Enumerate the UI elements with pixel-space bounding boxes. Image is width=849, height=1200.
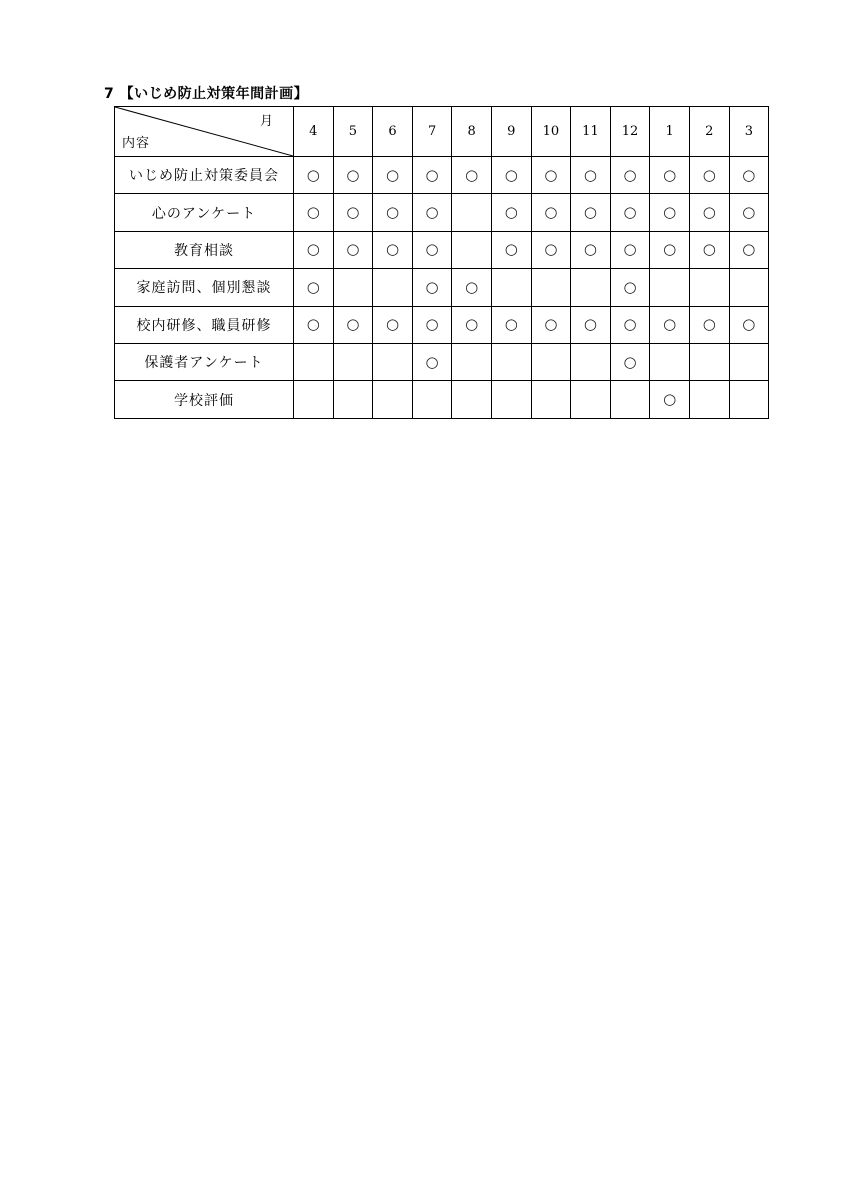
mark-cell: ○ xyxy=(491,231,531,268)
mark-cell xyxy=(452,231,492,268)
mark-cell: ○ xyxy=(531,231,571,268)
mark-cell: ○ xyxy=(412,231,452,268)
mark-cell: ○ xyxy=(689,306,729,343)
mark-cell: ○ xyxy=(650,306,690,343)
mark-cell xyxy=(373,343,413,380)
mark-cell: ○ xyxy=(729,157,769,194)
mark-cell: ○ xyxy=(610,306,650,343)
row-label: いじめ防止対策委員会 xyxy=(115,157,294,194)
table-row xyxy=(115,306,769,343)
mark-cell: ○ xyxy=(610,194,650,231)
section-heading: 7 【いじめ防止対策年間計画】 xyxy=(104,86,309,102)
mark-cell xyxy=(531,343,571,380)
mark-cell: ○ xyxy=(650,381,690,418)
mark-cell: ○ xyxy=(610,269,650,306)
mark-cell: ○ xyxy=(373,157,413,194)
mark-cell: ○ xyxy=(729,306,769,343)
mark-cell xyxy=(373,269,413,306)
mark-cell: ○ xyxy=(373,194,413,231)
mark-cell: ○ xyxy=(412,306,452,343)
mark-cell xyxy=(491,343,531,380)
table-row xyxy=(115,343,769,380)
corner-content-label: 内容 xyxy=(122,136,151,151)
month-header: 2 xyxy=(689,107,729,157)
table-row xyxy=(115,381,769,418)
month-header: 7 xyxy=(412,107,452,157)
table-row xyxy=(115,157,769,194)
mark-cell: ○ xyxy=(294,306,334,343)
mark-cell xyxy=(531,381,571,418)
mark-cell xyxy=(571,381,611,418)
row-label: 心のアンケート xyxy=(115,194,294,231)
mark-cell xyxy=(294,343,334,380)
mark-cell: ○ xyxy=(294,157,334,194)
month-header: 1 xyxy=(650,107,690,157)
mark-cell xyxy=(531,269,571,306)
mark-cell xyxy=(610,381,650,418)
mark-cell: ○ xyxy=(294,231,334,268)
row-label: 家庭訪問、個別懇談 xyxy=(115,269,294,306)
mark-cell: ○ xyxy=(650,157,690,194)
table-row xyxy=(115,231,769,268)
month-header: 8 xyxy=(452,107,492,157)
mark-cell xyxy=(689,269,729,306)
mark-cell: ○ xyxy=(452,269,492,306)
corner-header-cell xyxy=(115,107,294,157)
month-header: 11 xyxy=(571,107,611,157)
mark-cell: ○ xyxy=(531,306,571,343)
mark-cell xyxy=(689,343,729,380)
table-row xyxy=(115,269,769,306)
mark-cell xyxy=(491,269,531,306)
mark-cell: ○ xyxy=(610,157,650,194)
row-label: 校内研修、職員研修 xyxy=(115,306,294,343)
month-header: 4 xyxy=(294,107,334,157)
mark-cell: ○ xyxy=(729,194,769,231)
mark-cell: ○ xyxy=(412,194,452,231)
mark-cell xyxy=(571,269,611,306)
row-label: 保護者アンケート xyxy=(115,343,294,380)
mark-cell: ○ xyxy=(571,231,611,268)
table-row xyxy=(115,194,769,231)
mark-cell: ○ xyxy=(491,194,531,231)
header-row xyxy=(115,107,769,157)
mark-cell xyxy=(571,343,611,380)
mark-cell: ○ xyxy=(452,306,492,343)
mark-cell: ○ xyxy=(491,306,531,343)
mark-cell: ○ xyxy=(531,194,571,231)
annual-plan-table xyxy=(114,106,769,419)
mark-cell: ○ xyxy=(412,157,452,194)
mark-cell: ○ xyxy=(491,157,531,194)
mark-cell: ○ xyxy=(452,157,492,194)
mark-cell xyxy=(729,343,769,380)
mark-cell: ○ xyxy=(650,194,690,231)
mark-cell xyxy=(412,381,452,418)
mark-cell: ○ xyxy=(531,157,571,194)
mark-cell xyxy=(491,381,531,418)
mark-cell xyxy=(729,381,769,418)
mark-cell: ○ xyxy=(729,231,769,268)
mark-cell: ○ xyxy=(610,231,650,268)
mark-cell: ○ xyxy=(571,194,611,231)
month-header: 10 xyxy=(531,107,571,157)
mark-cell: ○ xyxy=(373,306,413,343)
mark-cell xyxy=(373,381,413,418)
row-label: 学校評価 xyxy=(115,381,294,418)
mark-cell: ○ xyxy=(689,157,729,194)
month-header: 9 xyxy=(491,107,531,157)
mark-cell: ○ xyxy=(333,306,373,343)
mark-cell xyxy=(452,381,492,418)
corner-month-label: 月 xyxy=(259,114,273,129)
mark-cell: ○ xyxy=(689,194,729,231)
mark-cell: ○ xyxy=(333,231,373,268)
mark-cell: ○ xyxy=(294,269,334,306)
mark-cell xyxy=(333,381,373,418)
mark-cell: ○ xyxy=(689,231,729,268)
mark-cell xyxy=(452,343,492,380)
mark-cell xyxy=(689,381,729,418)
mark-cell: ○ xyxy=(412,269,452,306)
month-header: 12 xyxy=(610,107,650,157)
mark-cell xyxy=(333,269,373,306)
mark-cell xyxy=(294,381,334,418)
mark-cell: ○ xyxy=(571,157,611,194)
month-header: 5 xyxy=(333,107,373,157)
month-header: 3 xyxy=(729,107,769,157)
mark-cell: ○ xyxy=(373,231,413,268)
mark-cell: ○ xyxy=(333,157,373,194)
mark-cell xyxy=(333,343,373,380)
month-header: 6 xyxy=(373,107,413,157)
mark-cell xyxy=(650,343,690,380)
mark-cell xyxy=(452,194,492,231)
mark-cell xyxy=(650,269,690,306)
mark-cell: ○ xyxy=(294,194,334,231)
mark-cell: ○ xyxy=(412,343,452,380)
mark-cell xyxy=(729,269,769,306)
mark-cell: ○ xyxy=(610,343,650,380)
row-label: 教育相談 xyxy=(115,231,294,268)
mark-cell: ○ xyxy=(571,306,611,343)
mark-cell: ○ xyxy=(650,231,690,268)
mark-cell: ○ xyxy=(333,194,373,231)
